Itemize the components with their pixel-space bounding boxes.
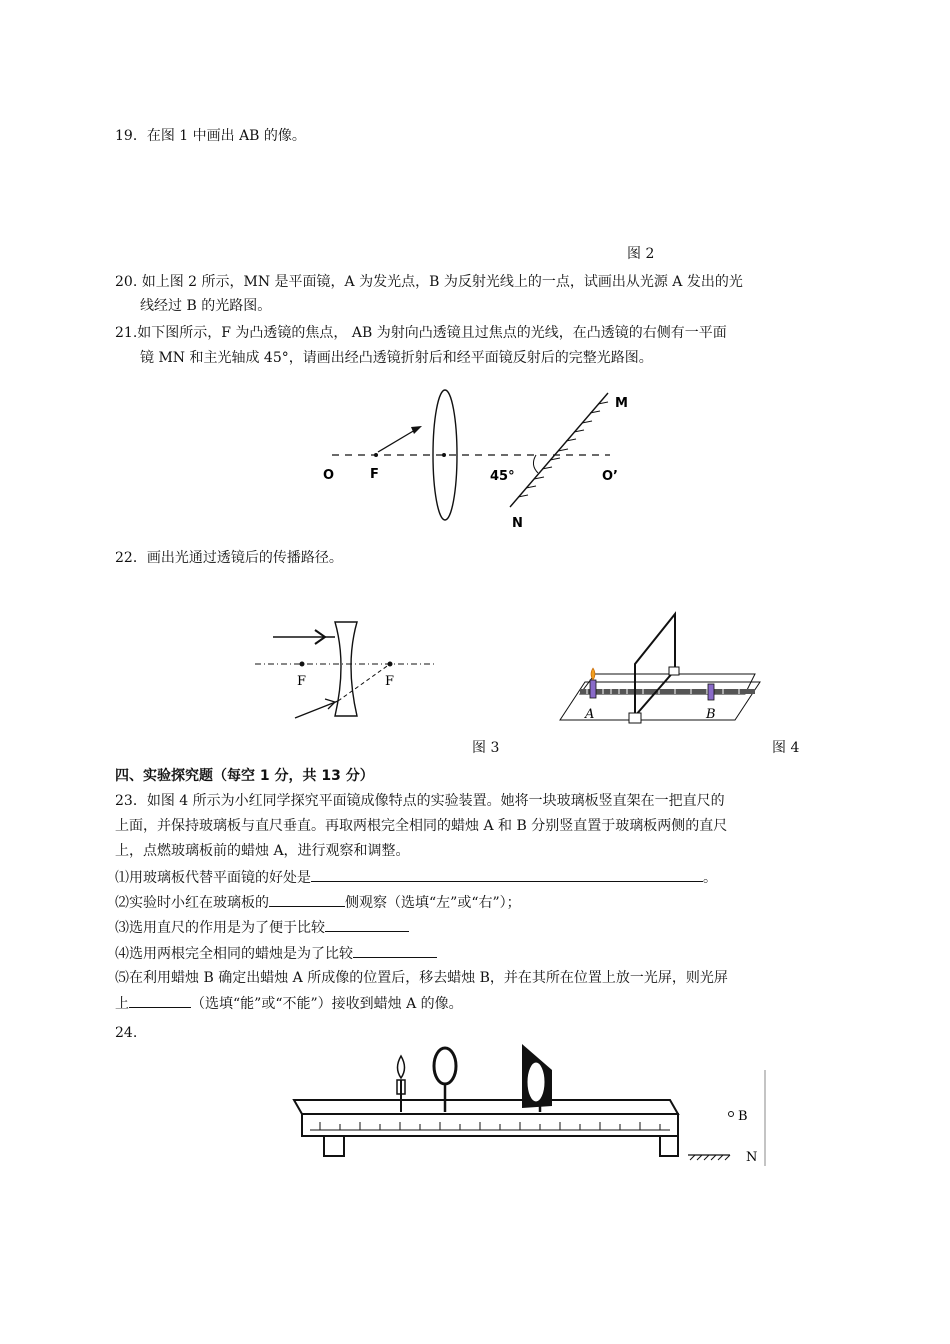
candle-a: [590, 680, 596, 698]
q23-line3: 上，点燃玻璃板前的蜡烛 A，进行观察和调整。: [115, 843, 410, 859]
incident-ray: [378, 430, 415, 452]
label-b: B: [706, 707, 716, 722]
answer-blank-4[interactable]: [353, 943, 437, 958]
convex-lens-mirror-figure: [310, 385, 640, 535]
q23-sub3-prompt: ⑶选用直尺的作用是为了便于比较: [115, 920, 325, 936]
flame-icon: [398, 1056, 405, 1078]
answer-blank-2[interactable]: [269, 892, 345, 907]
bench-rail: [302, 1114, 678, 1136]
q21-line1: 21.如下图所示，F 为凸透镜的焦点， AB 为射向凸透镜且过焦点的光线，在凸透镜的右侧有一平面: [115, 325, 727, 341]
candle-b: [708, 684, 714, 700]
q23-sub1: [115, 867, 717, 888]
answer-blank-1[interactable]: [311, 867, 703, 882]
label-n: N: [746, 1150, 758, 1165]
answer-blank-5[interactable]: [129, 993, 191, 1008]
plane-mirror: [510, 393, 608, 507]
focus-point: [374, 453, 378, 457]
mirror-hatching: [690, 1155, 730, 1160]
focus-right: [388, 662, 393, 667]
label-o: O: [323, 468, 335, 483]
concave-lens-figure: [255, 618, 440, 728]
label-n: N: [512, 516, 523, 531]
screen-opening: [527, 1062, 545, 1102]
optical-bench-figure: [290, 1042, 680, 1164]
point-b: [729, 1112, 734, 1117]
fig2-caption: 图 2: [627, 246, 655, 262]
bench-scale: [310, 1122, 670, 1130]
angle-arc: [533, 455, 538, 473]
q23-sub1-prompt: ⑴用玻璃板代替平面镜的好处是: [115, 870, 311, 886]
label-m: M: [615, 396, 628, 411]
q23-line1: 23．如图 4 所示为小红同学探究平面镜成像特点的实验装置。她将一块玻璃板竖直架在一把直尺的: [115, 793, 725, 809]
q19-text: 19．在图 1 中画出 AB 的像。: [115, 128, 306, 144]
ray-arrow-icon: [411, 426, 422, 434]
label-o-prime: O’: [602, 469, 618, 484]
answer-blank-3[interactable]: [325, 917, 409, 932]
q20-line2: 线经过 B 的光路图。: [140, 298, 272, 314]
oblique-ray: [295, 701, 338, 718]
plate-stand-front: [629, 713, 641, 723]
q23-sub5-line1: ⑸在利用蜡烛 B 确定出蜡烛 A 所成像的位置后，移去蜡烛 B，并在其所在位置上放一光屏，则光屏: [115, 970, 728, 986]
plate-stand-back: [669, 667, 679, 675]
q21-line2: 镜 MN 和主光轴成 45°，请画出经凸透镜折射后和经平面镜反射后的完整光路图。: [140, 350, 653, 366]
q20-line1: 20. 如上图 2 所示，MN 是平面镜，A 为发光点，B 为反射光线上的一点，试画出从光源 A 发出的光: [115, 274, 743, 290]
q23-sub4-prompt: ⑷选用两根完全相同的蜡烛是为了比较: [115, 946, 353, 962]
q23-sub5-end: （选填“能”或“不能”）接收到蜡烛 A 的像。: [191, 996, 463, 1012]
q23-sub2-prompt: ⑵实验时小红在玻璃板的: [115, 895, 269, 911]
concave-lens: [335, 622, 357, 716]
q23-sub4: [115, 943, 437, 964]
q24-number: 24.: [115, 1025, 138, 1041]
label-f-left: F: [297, 674, 307, 689]
fig4-caption: 图 4: [772, 740, 800, 756]
fig3-caption: 图 3: [472, 740, 500, 756]
section4-title: 四、实验探究题（每空 1 分，共 13 分）: [115, 768, 374, 784]
bench-top: [294, 1100, 678, 1114]
label-f-right: F: [385, 674, 395, 689]
glass-plate-figure: [555, 612, 765, 732]
lens-ring: [434, 1048, 456, 1084]
label-angle: 45°: [490, 469, 515, 484]
q23-sub2-end: 侧观察（选填“左”或“右”）；: [345, 895, 521, 911]
ruler: [580, 689, 755, 694]
glass-plate: [635, 614, 675, 716]
label-f: F: [370, 467, 379, 482]
focus-left: [300, 662, 305, 667]
mirror-point-figure: [685, 1068, 770, 1168]
bench-leg-right: [660, 1136, 678, 1156]
q23-line2: 上面，并保持玻璃板与直尺垂直。再取两根完全相同的蜡烛 A 和 B 分别竖直置于玻璃板两侧的直尺: [115, 818, 728, 834]
dashed-extension: [338, 664, 390, 701]
q23-sub3: [115, 917, 409, 938]
lens-center: [442, 453, 446, 457]
q23-sub5-prompt: 上: [115, 996, 129, 1012]
q23-sub1-end: 。: [703, 870, 717, 886]
q22-text: 22．画出光通过透镜后的传播路径。: [115, 550, 343, 566]
q23-sub5-line2: [115, 993, 463, 1014]
label-a: A: [585, 707, 595, 722]
label-b: B: [738, 1109, 748, 1124]
q23-sub2: [115, 892, 521, 913]
bench-leg-left: [324, 1136, 344, 1156]
